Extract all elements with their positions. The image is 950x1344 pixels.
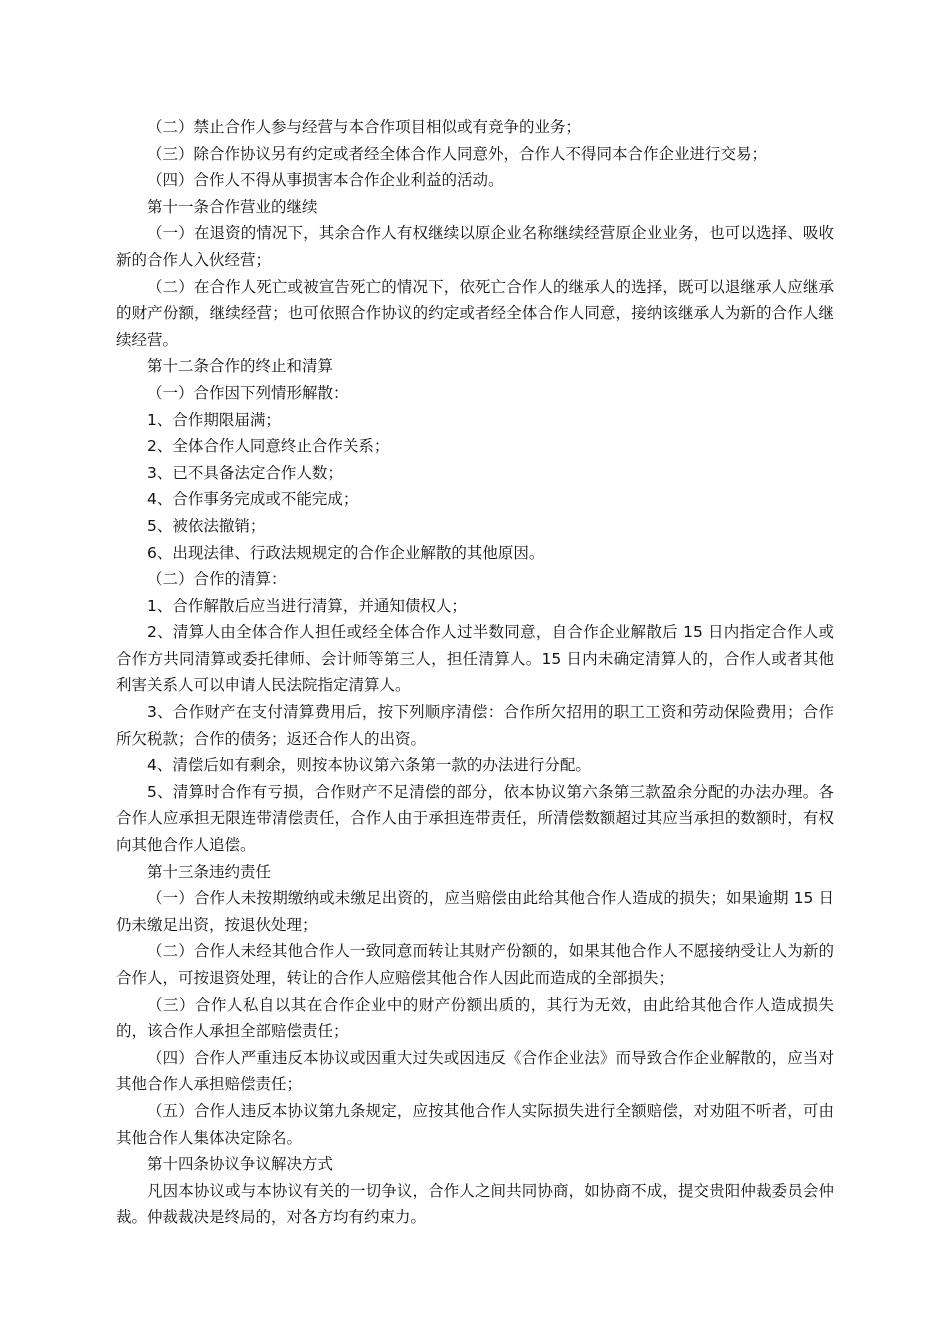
list-item-3: 3、已不具备法定合作人数； bbox=[147, 463, 343, 482]
list-item-9: 3、合作财产在支付清算费用后，按下列顺序清偿：合作所欠招用的职工工资和劳动保险费用；合作所欠税款；合作的债务；返还合作人的出资。 bbox=[116, 703, 834, 748]
list-item-2: 2、全体合作人同意终止合作关系； bbox=[147, 437, 390, 456]
paragraph-8: （一）合作因下列情形解散： bbox=[147, 383, 349, 402]
paragraph-28: 凡因本协议或与本协议有关的一切争议，合作人之间共同协商，如协商不成，提交贵阳仲裁委员会仲裁。仲裁裁决是终局的，对各方均有约束力。 bbox=[116, 1181, 834, 1227]
paragraph-6: （二）在合作人死亡或被宣告死亡的情况下，依死亡合作人的继承人的选择，既可以退继承人应继承的财产份额，继续经营；也可依照合作协议的约定或者经全体合作人同意，接纳该继承人为新的合作人继续经营。 bbox=[116, 277, 834, 349]
paragraph-1: （二）禁止合作人参与经营与本合作项目相似或有竞争的业务； bbox=[147, 118, 582, 136]
list-item-5: 5、被依法撤销； bbox=[147, 516, 266, 535]
paragraph-22: （一）合作人未按期缴纳或未缴足出资的，应当赔偿由此给其他合作人造成的损失；如果逾期 15 日仍未缴足出资，按退伙处理； bbox=[116, 889, 834, 934]
section-heading-12: 第十二条合作的终止和清算 bbox=[147, 357, 334, 376]
list-item-8: 2、清算人由全体合作人担任或经全体合作人过半数同意，自合作企业解散后 15 日内指定合作人或合作方共同清算或委托律师、会计师等第三人，担任清算人。15 日内未确定清算人的，合作人或者其他利害关系人可以申请人民法院指定清算人。 bbox=[116, 623, 834, 695]
list-item-4: 4、合作事务完成或不能完成； bbox=[147, 490, 359, 509]
list-item-6: 6、出现法律、行政法规规定的合作企业解散的其他原因。 bbox=[147, 543, 545, 562]
paragraph-25: （四）合作人严重违反本协议或因重大过失或因违反《合作企业法》而导致合作企业解散的，应当对其他合作人承担赔偿责任； bbox=[116, 1048, 834, 1094]
list-item-10: 4、清偿后如有剩余，则按本协议第六条第一款的办法进行分配。 bbox=[147, 756, 591, 775]
section-heading-13: 第十三条违约责任 bbox=[147, 862, 272, 881]
paragraph-2: （三）除合作协议另有约定或者经全体合作人同意外，合作人不得同本合作企业进行交易； bbox=[147, 144, 768, 163]
list-item-7: 1、合作解散后应当进行清算，并通知债权人； bbox=[147, 596, 467, 615]
paragraph-23: （二）合作人未经其他合作人一致同意而转让其财产份额的，如果其他合作人不愿接纳受让人为新的合作人，可按退资处理，转让的合作人应赔偿其他合作人因此而造成的全部损失； bbox=[116, 942, 834, 987]
paragraph-5: （一）在退资的情况下，其余合作人有权继续以原企业名称继续经营原企业业务，也可以选择、吸收新的合作人入伙经营； bbox=[116, 224, 834, 269]
section-heading-14: 第十四条协议争议解决方式 bbox=[147, 1155, 334, 1174]
paragraph-3: （四）合作人不得从事损害本合作企业利益的活动。 bbox=[147, 171, 504, 190]
paragraph-26: （五）合作人违反本协议第九条规定，应按其他合作人实际损失进行全额赔偿，对劝阻不听者，可由其他合作人集体决定除名。 bbox=[116, 1101, 834, 1147]
paragraph-24: （三）合作人私自以其在合作企业中的财产份额出质的，其行为无效，由此给其他合作人造成损失的，该合作人承担全部赔偿责任； bbox=[116, 995, 834, 1041]
section-heading-11: 第十一条合作营业的继续 bbox=[147, 197, 318, 216]
document-body bbox=[116, 114, 834, 1231]
list-item-11: 5、清算时合作有亏损，合作财产不足清偿的部分，依本协议第六条第三款盈余分配的办法办理。各合作人应承担无限连带清偿责任，合作人由于承担连带责任，所清偿数额超过其应当承担的数额时，有权向其他合作人追偿。 bbox=[116, 782, 834, 855]
list-item-1: 1、合作期限届满； bbox=[147, 410, 281, 429]
paragraph-15: （二）合作的清算： bbox=[147, 570, 287, 589]
